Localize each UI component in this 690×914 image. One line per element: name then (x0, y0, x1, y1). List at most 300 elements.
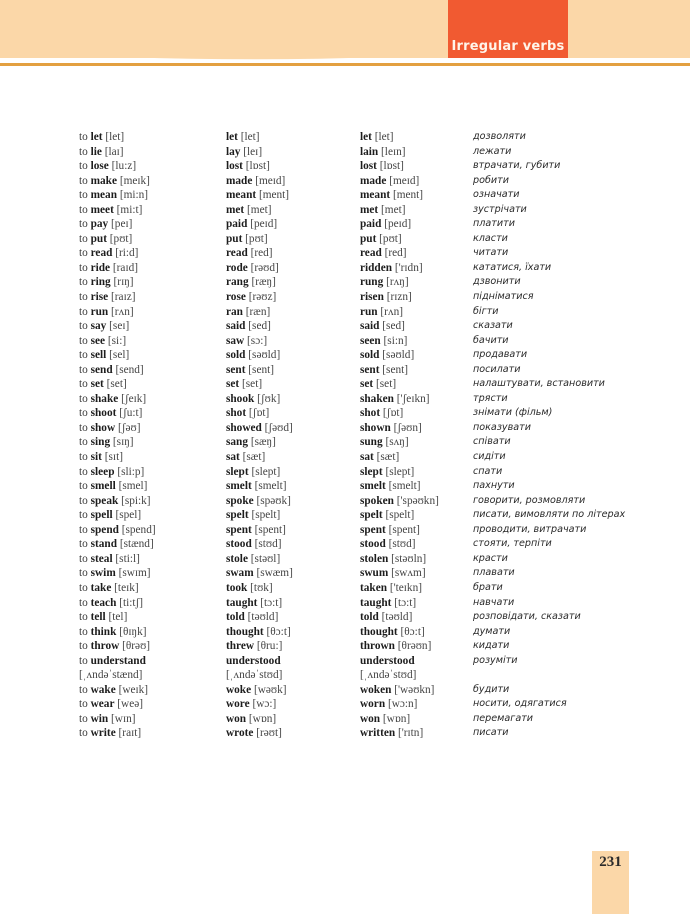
infinitive: smell (90, 480, 116, 493)
translation: бігти (473, 305, 499, 317)
past-simple-ipa: [let] (240, 131, 260, 143)
past-participle-cell (360, 508, 414, 523)
to-prefix: to (79, 232, 88, 245)
past-simple-cell (226, 668, 282, 683)
infinitive-cell (79, 275, 134, 290)
past-simple-ipa: [ʃəʊd] (264, 421, 293, 434)
past-participle: said (360, 320, 380, 333)
translation-cell (473, 290, 534, 305)
past-simple-ipa: [leɪ] (243, 145, 263, 158)
past-participle-ipa: [θɔ:t] (400, 625, 425, 638)
verb-row (0, 494, 690, 509)
translation-cell (473, 625, 510, 640)
section-title: Irregular verbs (451, 39, 565, 54)
infinitive-ipa: [smel] (118, 480, 148, 493)
infinitive-ipa: [lu:z] (111, 160, 137, 173)
past-simple-cell (226, 363, 274, 378)
past-participle-ipa: [rʌŋ] (386, 276, 409, 289)
infinitive: sit (90, 451, 102, 464)
past-participle: set (360, 378, 374, 391)
verb-row (0, 610, 690, 625)
infinitive-ipa: [let] (105, 131, 125, 143)
infinitive-ipa: [tel] (108, 611, 128, 624)
past-simple-cell (226, 348, 280, 363)
infinitive: stand (90, 538, 117, 551)
infinitive-cell (79, 203, 142, 218)
translation-cell (473, 479, 515, 494)
past-simple-ipa: [ræŋ] (251, 276, 276, 289)
past-participle-cell (360, 145, 406, 160)
past-participle-ipa: [rʌn] (380, 305, 404, 318)
infinitive: run (90, 305, 109, 318)
infinitive-ipa: [weə] (117, 698, 144, 711)
verb-row (0, 392, 690, 407)
past-participle-cell (360, 523, 420, 538)
past-participle-cell (360, 203, 405, 218)
infinitive-ipa: [mi:t] (116, 203, 143, 216)
past-participle-cell (360, 159, 404, 174)
past-simple: understood (226, 654, 281, 667)
infinitive: see (90, 334, 106, 347)
past-simple: put (226, 232, 243, 245)
past-participle-ipa: [slept] (385, 465, 415, 478)
header-rule (0, 63, 690, 66)
to-prefix: to (79, 698, 88, 711)
translation-cell (473, 406, 552, 421)
verb-row (0, 334, 690, 349)
past-participle-cell (360, 363, 408, 378)
verb-row (0, 377, 690, 392)
translation: проводити, витрачати (473, 523, 587, 535)
translation-cell (473, 261, 551, 276)
verb-row (0, 232, 690, 247)
verb-row (0, 566, 690, 581)
past-simple-ipa: [wɔ:] (252, 698, 277, 711)
past-participle-cell (360, 305, 403, 320)
translation: бачити (473, 334, 509, 346)
past-participle: spent (360, 523, 386, 536)
infinitive-ipa: [swɪm] (118, 567, 151, 580)
infinitive-ipa: [set] (106, 378, 127, 391)
past-simple-ipa: [set] (242, 378, 263, 391)
infinitive: understand (90, 654, 146, 667)
past-participle: ridden (360, 261, 393, 274)
past-simple: swam (226, 567, 254, 580)
infinitive: speak (90, 494, 119, 507)
past-participle: taken (360, 581, 387, 594)
infinitive-ipa: [ʃəʊ] (117, 421, 141, 434)
past-simple-ipa: [rəʊz] (248, 291, 277, 304)
translation: співати (473, 436, 511, 448)
to-prefix: to (79, 727, 88, 740)
infinitive-cell (79, 610, 127, 625)
past-participle-cell (360, 552, 426, 567)
translation-cell (473, 348, 527, 363)
past-participle: stolen (360, 552, 389, 565)
infinitive-cell (79, 174, 150, 189)
past-simple-ipa: [swæm] (256, 567, 293, 580)
infinitive: take (90, 581, 112, 594)
translation-cell (473, 421, 531, 436)
infinitive-ipa: [sɪŋ] (112, 436, 134, 449)
translation-cell (473, 639, 509, 654)
infinitive-ipa: [spend] (121, 523, 156, 536)
past-participle: taught (360, 596, 392, 609)
past-participle: won (360, 712, 381, 725)
past-simple: let (226, 131, 238, 143)
infinitive: say (90, 320, 107, 333)
verb-row (0, 203, 690, 218)
past-participle-cell (360, 246, 407, 261)
infinitive: sleep (90, 465, 115, 478)
infinitive-ipa: [si:] (107, 334, 127, 347)
past-participle-ipa: [lɒst] (379, 160, 404, 173)
infinitive: put (90, 232, 107, 245)
infinitive-ipa: [send] (115, 363, 144, 376)
verb-row (0, 435, 690, 450)
past-participle: stood (360, 538, 386, 551)
infinitive-cell (79, 450, 123, 465)
infinitive-cell (79, 188, 148, 203)
past-participle: sent (360, 363, 380, 376)
past-simple-ipa: [spent] (254, 523, 286, 536)
translation: будити (473, 683, 510, 695)
past-simple: slept (226, 465, 249, 478)
past-simple: told (226, 611, 245, 624)
past-simple-ipa: [smelt] (254, 480, 287, 493)
past-participle-cell (360, 275, 409, 290)
infinitive-ipa: [ʃeɪk] (121, 392, 147, 405)
past-participle-cell (360, 668, 416, 683)
to-prefix: to (79, 567, 88, 580)
to-prefix: to (79, 683, 88, 696)
verb-row (0, 188, 690, 203)
infinitive-cell (79, 305, 134, 320)
translation: красти (473, 552, 508, 564)
verb-row (0, 261, 690, 276)
past-participle: paid (360, 218, 382, 231)
verb-row (0, 174, 690, 189)
past-participle-ipa: ['wəʊkn] (394, 683, 435, 696)
past-participle: shaken (360, 392, 394, 405)
verb-row (0, 406, 690, 421)
past-simple-cell (226, 334, 267, 349)
past-simple-cell (226, 261, 279, 276)
verb-row (0, 363, 690, 378)
translation: розуміти (473, 654, 518, 666)
infinitive-cell (79, 712, 136, 727)
to-prefix: to (79, 378, 88, 391)
past-simple-cell (226, 654, 281, 669)
infinitive-cell (79, 406, 142, 421)
verb-row (0, 668, 690, 683)
to-prefix: to (79, 581, 88, 594)
past-simple-cell (226, 246, 273, 261)
translation-cell (473, 203, 527, 218)
infinitive-cell (79, 232, 132, 247)
past-simple: shook (226, 392, 255, 405)
past-participle-cell (360, 654, 415, 669)
translation: говорити, розмовляти (473, 494, 586, 506)
to-prefix: to (79, 349, 88, 362)
past-participle-cell (360, 537, 416, 552)
irregular-verbs-table (0, 130, 690, 741)
past-participle-ipa: [red] (384, 247, 407, 260)
past-participle: slept (360, 465, 383, 478)
infinitive: make (90, 174, 117, 187)
past-participle: thought (360, 625, 398, 638)
past-simple-ipa: [θru:] (256, 640, 283, 653)
translation: робити (473, 174, 509, 186)
past-participle-cell (360, 334, 407, 349)
past-simple: rode (226, 261, 248, 274)
to-prefix: to (79, 131, 88, 143)
past-simple-cell (226, 552, 280, 567)
past-participle-ipa: ['spəʊkn] (396, 494, 439, 507)
infinitive-cell (79, 261, 138, 276)
past-simple-ipa: [θɔ:t] (266, 625, 291, 638)
past-simple-ipa: [lɒst] (245, 160, 270, 173)
past-simple-cell (226, 494, 291, 509)
past-simple-ipa: [sæŋ] (250, 436, 276, 449)
translation: сказати (473, 320, 513, 332)
past-participle-cell (360, 290, 412, 305)
past-simple-ipa: [sɔ:] (247, 334, 268, 347)
verb-row (0, 683, 690, 698)
infinitive-cell (79, 159, 136, 174)
infinitive-cell (79, 377, 127, 392)
translation: означати (473, 189, 520, 201)
past-participle: told (360, 611, 379, 624)
translation-cell (473, 726, 509, 741)
verb-row (0, 639, 690, 654)
past-participle: sat (360, 451, 374, 464)
translation: читати (473, 247, 509, 259)
past-simple-ipa: [ræn] (245, 305, 271, 318)
past-simple-cell (226, 479, 287, 494)
infinitive-cell (79, 130, 124, 145)
infinitive-cell (79, 348, 129, 363)
infinitive: lie (90, 145, 102, 158)
translation-cell (473, 392, 508, 407)
infinitive: steal (90, 552, 113, 565)
infinitive-cell (79, 334, 126, 349)
past-participle-ipa: [stʊd] (388, 538, 416, 551)
infinitive-cell (79, 697, 143, 712)
past-simple-cell (226, 639, 282, 654)
to-prefix: to (79, 189, 88, 202)
to-prefix: to (79, 523, 88, 536)
infinitive: throw (90, 640, 120, 653)
translation: показувати (473, 421, 531, 433)
infinitive: let (90, 131, 103, 143)
translation-cell (473, 275, 521, 290)
translation-cell (473, 494, 585, 509)
translation: трясти (473, 392, 508, 404)
past-participle: spoken (360, 494, 394, 507)
to-prefix: to (79, 218, 88, 231)
past-simple-cell (226, 596, 282, 611)
past-simple: met (226, 203, 245, 216)
infinitive-ipa: [raɪd] (112, 261, 138, 274)
past-simple-ipa: [tɔ:t] (260, 596, 283, 609)
infinitive-ipa: [laɪ] (104, 145, 124, 158)
verb-row (0, 537, 690, 552)
past-participle-ipa: [sʌŋ] (385, 436, 409, 449)
verb-row (0, 159, 690, 174)
verb-row (0, 726, 690, 741)
past-simple-ipa: [wəʊk] (253, 683, 287, 696)
past-participle-cell (360, 232, 402, 247)
verb-row (0, 581, 690, 596)
past-simple: took (226, 581, 248, 594)
translation-cell (473, 232, 508, 247)
to-prefix: to (79, 552, 88, 565)
translation: дозволяти (473, 131, 526, 142)
infinitive: tell (90, 611, 106, 624)
past-participle-ipa: [ʃɒt] (382, 407, 404, 420)
past-simple-cell (226, 523, 286, 538)
infinitive-cell (79, 668, 142, 683)
infinitive: win (90, 712, 109, 725)
past-simple-ipa: [peɪd] (250, 218, 278, 231)
past-simple-cell (226, 566, 293, 581)
verb-row (0, 450, 690, 465)
past-participle-cell (360, 406, 403, 421)
past-simple-ipa: [ʃɒt] (248, 407, 270, 420)
past-simple-ipa: [spəʊk] (256, 494, 291, 507)
verb-row (0, 348, 690, 363)
translation-cell (473, 712, 533, 727)
past-participle-ipa: [pʊt] (379, 232, 402, 245)
past-simple-ipa: [təʊld] (247, 611, 279, 624)
past-participle-ipa: [wɔ:n] (387, 698, 418, 711)
past-participle-cell (360, 697, 417, 712)
past-simple: read (226, 247, 248, 260)
past-simple-ipa: [meɪd] (255, 174, 286, 187)
past-simple-cell (226, 726, 282, 741)
infinitive-cell (79, 726, 141, 741)
infinitive-cell (79, 581, 139, 596)
past-simple: taught (226, 596, 258, 609)
past-participle-cell (360, 625, 425, 640)
past-participle: woken (360, 683, 392, 696)
past-simple: shot (226, 407, 247, 420)
past-simple-ipa: [rəʊt] (256, 727, 282, 740)
infinitive-cell (79, 217, 132, 232)
translation: кидати (473, 640, 510, 652)
past-simple: wrote (226, 727, 254, 740)
past-simple-cell (226, 145, 262, 160)
to-prefix: to (79, 509, 88, 522)
past-simple-cell (226, 174, 285, 189)
verb-row (0, 217, 690, 232)
past-participle: worn (360, 698, 386, 711)
past-participle-cell (360, 683, 434, 698)
infinitive-cell (79, 435, 134, 450)
infinitive: shake (90, 392, 119, 405)
infinitive-ipa: [θrəʊ] (122, 640, 151, 653)
infinitive-ipa: [spel] (115, 509, 142, 522)
translation-cell (473, 435, 511, 450)
past-simple: thought (226, 625, 264, 638)
past-participle-cell (360, 596, 416, 611)
infinitive: sing (90, 436, 111, 449)
translation: брати (473, 581, 503, 593)
infinitive-cell (79, 465, 144, 480)
past-participle: let (360, 131, 372, 143)
translation: пахнути (473, 480, 515, 492)
infinitive: mean (90, 189, 117, 202)
past-simple: sat (226, 451, 240, 464)
infinitive: sell (90, 349, 107, 362)
verb-row (0, 697, 690, 712)
past-participle-cell (360, 581, 422, 596)
past-simple-cell (226, 610, 278, 625)
past-participle: spelt (360, 509, 383, 522)
infinitive: read (90, 247, 113, 260)
past-simple-cell (226, 625, 291, 640)
past-participle-ipa: [leɪn] (381, 145, 406, 158)
translation: налаштувати, встановити (473, 378, 605, 390)
past-simple: sold (226, 349, 246, 362)
translation-cell (473, 566, 515, 581)
past-participle: sung (360, 436, 383, 449)
infinitive-ipa: [θɪŋk] (119, 625, 147, 638)
translation: зустрічати (473, 203, 527, 215)
infinitive: spell (90, 509, 113, 522)
to-prefix: to (79, 611, 88, 624)
to-prefix: to (79, 712, 88, 725)
past-participle-ipa: [let] (374, 131, 394, 143)
translation: платити (473, 218, 515, 230)
infinitive-cell (79, 363, 144, 378)
past-participle-cell (360, 421, 422, 436)
translation-cell (473, 552, 508, 567)
infinitive: teach (90, 596, 117, 609)
past-simple-cell (226, 537, 282, 552)
past-simple-ipa: [slept] (251, 465, 281, 478)
infinitive-cell (79, 392, 146, 407)
translation: писати (473, 727, 509, 739)
infinitive-ipa: [ʃu:t] (119, 407, 143, 420)
past-participle-cell (360, 348, 414, 363)
past-participle-ipa: [ʃəʊn] (393, 421, 422, 434)
past-simple-cell (226, 508, 280, 523)
past-participle-cell (360, 494, 439, 509)
past-simple-ipa: [red] (250, 247, 273, 260)
past-participle-ipa: [θrəʊn] (397, 640, 432, 653)
verb-row (0, 465, 690, 480)
infinitive-ipa: [ri:d] (115, 247, 139, 260)
verb-row (0, 712, 690, 727)
past-participle-cell (360, 435, 409, 450)
to-prefix: to (79, 363, 88, 376)
infinitive: send (90, 363, 113, 376)
past-participle-ipa: [sent] (382, 363, 409, 376)
translation: стояти, терпіти (473, 538, 552, 550)
past-participle: shot (360, 407, 381, 420)
past-simple: stole (226, 552, 248, 565)
past-simple-ipa: [rəʊd] (250, 261, 279, 274)
past-participle-ipa: [smelt] (388, 480, 421, 493)
infinitive-cell (79, 246, 138, 261)
past-participle-cell (360, 639, 431, 654)
translation-cell (473, 596, 514, 611)
past-simple: saw (226, 334, 245, 347)
infinitive-cell (79, 625, 147, 640)
past-participle-cell (360, 377, 396, 392)
